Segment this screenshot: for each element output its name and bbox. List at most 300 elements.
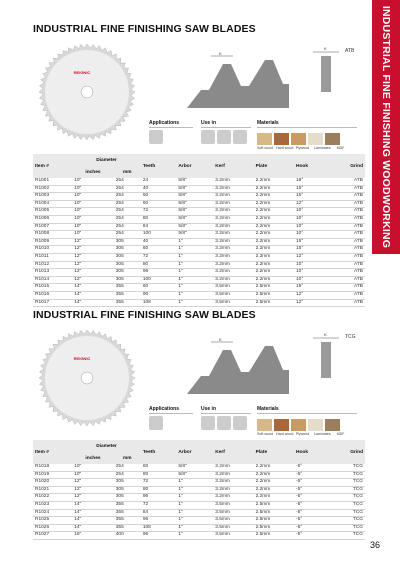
tooth-profile-icon: [183, 50, 293, 112]
table-row: [33, 524, 365, 532]
table-cell: 10": [72, 185, 114, 193]
table-cell: 10°: [294, 261, 329, 269]
table-cell: 14": [72, 284, 114, 292]
table-cell: 12": [72, 494, 114, 502]
table-row: [33, 276, 365, 284]
table-cell: 15°: [294, 185, 329, 193]
table-cell: 305: [114, 246, 141, 254]
table-cell: R1023: [33, 501, 72, 509]
table-cell: 10": [72, 193, 114, 201]
tooth-profile-icon: [183, 336, 293, 398]
table-cell: ATB: [329, 276, 365, 284]
table-cell: 3.2mm: [213, 200, 253, 208]
table-cell: 108: [141, 524, 177, 532]
table-cell: R1010: [33, 246, 72, 254]
table-cell: ATB: [329, 200, 365, 208]
blade-logo: REIGNIC: [73, 356, 91, 361]
table-cell: 12": [72, 276, 114, 284]
table-cell: 60: [141, 284, 177, 292]
table-row: [33, 464, 365, 471]
table-cell: R1027: [33, 532, 72, 540]
table-cell: 3.2mm: [213, 178, 253, 185]
table-cell: 2.2mm: [254, 185, 294, 193]
table-cell: 254: [114, 178, 141, 185]
machine-icon: [233, 416, 247, 430]
table-cell: R1015: [33, 284, 72, 292]
col-inches: inches: [72, 166, 114, 178]
table-cell: 2.5mm: [254, 517, 294, 525]
table-cell: 5/8": [176, 178, 213, 185]
table-row: [33, 253, 365, 261]
table-cell: 1": [176, 524, 213, 532]
table-cell: 2.2mm: [254, 200, 294, 208]
svg-text:K: K: [219, 337, 222, 342]
table-cell: 96: [141, 494, 177, 502]
table-cell: 2.5mm: [254, 509, 294, 517]
table-cell: 3.5mm: [213, 532, 253, 540]
table-cell: ATB: [329, 291, 365, 299]
table-cell: 10": [72, 223, 114, 231]
table-cell: ATB: [329, 193, 365, 201]
svg-text:K: K: [324, 332, 327, 337]
col-diameter: Diameter: [72, 154, 141, 166]
svg-text:K: K: [219, 51, 222, 56]
table-cell: TCG: [329, 471, 365, 479]
meta-row: [149, 406, 369, 440]
table-cell: R1007: [33, 223, 72, 231]
machine-icon: [217, 130, 231, 144]
table-cell: 5/8": [176, 223, 213, 231]
table-cell: 60: [141, 246, 177, 254]
table-cell: -5°: [294, 464, 329, 471]
table-cell: 2.2mm: [254, 223, 294, 231]
table-cell: 10°: [294, 231, 329, 239]
table-cell: ATB: [329, 261, 365, 269]
material-swatch: [291, 133, 306, 145]
table-cell: R1025: [33, 517, 72, 525]
table-cell: R1011: [33, 253, 72, 261]
table-row: [33, 517, 365, 525]
table-cell: -5°: [294, 501, 329, 509]
table-cell: 1": [176, 501, 213, 509]
table-cell: 305: [114, 276, 141, 284]
table-cell: R1018: [33, 464, 72, 471]
materials-label: Materials: [257, 120, 357, 128]
table-cell: 108: [141, 299, 177, 307]
table-cell: 10": [72, 178, 114, 185]
col-hook: Hook: [294, 440, 329, 464]
table-row: [33, 479, 365, 487]
col-diameter: Diameter: [72, 440, 141, 452]
table-cell: 12": [72, 238, 114, 246]
material-label: Plywood: [295, 432, 310, 436]
table-row: [33, 299, 365, 307]
table-cell: 10": [72, 200, 114, 208]
table-cell: 1": [176, 276, 213, 284]
table-cell: 3.2mm: [213, 231, 253, 239]
table-cell: 1": [176, 246, 213, 254]
table-cell: 3.2mm: [213, 208, 253, 216]
table-row: [33, 501, 365, 509]
table-cell: 305: [114, 479, 141, 487]
table-cell: TCG: [329, 464, 365, 471]
table-cell: 3.5mm: [213, 524, 253, 532]
table-cell: 2.2mm: [254, 253, 294, 261]
table-cell: 254: [114, 231, 141, 239]
table-cell: ATB: [329, 231, 365, 239]
table-cell: 80: [141, 261, 177, 269]
table-cell: 5/8": [176, 185, 213, 193]
table-cell: ATB: [329, 215, 365, 223]
table-cell: 5/8": [176, 231, 213, 239]
applications-block: [149, 120, 193, 144]
col-plate: Plate: [254, 154, 294, 178]
table-cell: 2.2mm: [254, 464, 294, 471]
table-cell: 10": [72, 208, 114, 216]
table-cell: R1013: [33, 269, 72, 277]
material-swatch: [274, 133, 289, 145]
table-cell: 18°: [294, 178, 329, 185]
table-cell: 72: [141, 479, 177, 487]
table-cell: R1006: [33, 215, 72, 223]
table-row: [33, 231, 365, 239]
col-mm: mm: [114, 452, 141, 464]
table-cell: 2.2mm: [254, 178, 294, 185]
saw-blade-icon: [37, 328, 137, 428]
table-cell: 5/8": [176, 471, 213, 479]
table-cell: 14": [72, 509, 114, 517]
product-section: [33, 308, 365, 540]
material-label: Soft wood: [257, 432, 273, 436]
machine-icon: [201, 416, 215, 430]
table-cell: 12°: [294, 299, 329, 307]
material-label: Laminates: [314, 146, 331, 150]
table-cell: 10": [72, 464, 114, 471]
table-cell: 3.2mm: [213, 246, 253, 254]
table-cell: 2.5mm: [254, 532, 294, 540]
grind-profile-icon: [307, 332, 347, 394]
table-row: [33, 208, 365, 216]
table-cell: 12": [72, 269, 114, 277]
table-cell: 5/8": [176, 215, 213, 223]
material-swatch: [308, 419, 323, 431]
table-row: [33, 261, 365, 269]
table-cell: 14": [72, 291, 114, 299]
table-cell: 254: [114, 208, 141, 216]
material-swatch: [325, 133, 340, 145]
col-plate: Plate: [254, 440, 294, 464]
table-cell: 12°: [294, 253, 329, 261]
table-cell: 10°: [294, 215, 329, 223]
material-label: Hard wood: [276, 432, 294, 436]
table-cell: 3.2mm: [213, 464, 253, 471]
table-cell: 15°: [294, 193, 329, 201]
table-row: [33, 193, 365, 201]
table-cell: ATB: [329, 208, 365, 216]
material-swatch: [308, 133, 323, 145]
figure-row: [33, 36, 365, 154]
table-cell: 3.2mm: [213, 223, 253, 231]
table-cell: R1012: [33, 261, 72, 269]
svg-text:K: K: [324, 46, 327, 51]
table-cell: 355: [114, 291, 141, 299]
table-cell: 60: [141, 464, 177, 471]
table-cell: 10°: [294, 223, 329, 231]
applications-label: Applications: [149, 406, 193, 414]
material-label: MDF: [336, 146, 345, 150]
table-cell: 254: [114, 200, 141, 208]
table-cell: -5°: [294, 517, 329, 525]
table-cell: 15°: [294, 284, 329, 292]
table-cell: 12": [72, 486, 114, 494]
table-cell: 254: [114, 223, 141, 231]
table-cell: 3.2mm: [213, 193, 253, 201]
spec-table: [33, 154, 365, 307]
table-cell: 3.2mm: [213, 486, 253, 494]
table-cell: 355: [114, 509, 141, 517]
section-title: INDUSTRIAL FINE FINISHING SAW BLADES: [33, 309, 256, 321]
table-cell: 3.5mm: [213, 509, 253, 517]
use-in-label: Use in: [201, 120, 251, 128]
table-cell: 10": [72, 471, 114, 479]
table-cell: 305: [114, 238, 141, 246]
table-cell: TCG: [329, 509, 365, 517]
use-in-block: [201, 120, 251, 144]
table-cell: 3.2mm: [213, 494, 253, 502]
table-row: [33, 509, 365, 517]
table-cell: 3.5mm: [213, 291, 253, 299]
table-row: [33, 178, 365, 185]
table-cell: 72: [141, 501, 177, 509]
table-cell: 14": [72, 299, 114, 307]
table-cell: ATB: [329, 178, 365, 185]
col-item: Item #: [33, 440, 72, 464]
table-cell: 5/8": [176, 200, 213, 208]
col-arbor: Arbor: [176, 154, 213, 178]
table-cell: 80: [141, 215, 177, 223]
use-in-label: Use in: [201, 406, 251, 414]
table-cell: 3.5mm: [213, 299, 253, 307]
table-cell: 254: [114, 464, 141, 471]
col-item: Item #: [33, 154, 72, 178]
table-cell: 254: [114, 215, 141, 223]
table-cell: R1021: [33, 486, 72, 494]
table-cell: 12°: [294, 200, 329, 208]
table-cell: 3.5mm: [213, 517, 253, 525]
col-teeth: Teeth: [141, 154, 177, 178]
table-cell: 96: [141, 269, 177, 277]
table-cell: 2.2mm: [254, 238, 294, 246]
table-cell: 16": [72, 532, 114, 540]
section-title: INDUSTRIAL FINE FINISHING SAW BLADES: [33, 23, 256, 35]
table-cell: 96: [141, 532, 177, 540]
table-cell: 355: [114, 284, 141, 292]
materials-block: [257, 406, 357, 436]
table-cell: R1022: [33, 494, 72, 502]
table-cell: 14": [72, 501, 114, 509]
material-swatch: [257, 133, 272, 145]
table-cell: 3.2mm: [213, 215, 253, 223]
table-cell: R1002: [33, 185, 72, 193]
table-cell: 1": [176, 509, 213, 517]
table-cell: 2.5mm: [254, 291, 294, 299]
table-cell: 355: [114, 524, 141, 532]
table-cell: 14": [72, 517, 114, 525]
table-cell: -5°: [294, 471, 329, 479]
table-cell: 12": [72, 246, 114, 254]
table-cell: 50: [141, 193, 177, 201]
table-cell: 305: [114, 269, 141, 277]
table-cell: ATB: [329, 269, 365, 277]
table-cell: 72: [141, 253, 177, 261]
table-cell: 3.2mm: [213, 276, 253, 284]
table-cell: 3.2mm: [213, 185, 253, 193]
table-row: [33, 223, 365, 231]
table-cell: 2.2mm: [254, 494, 294, 502]
materials-label: Materials: [257, 406, 357, 414]
product-section: [33, 22, 365, 307]
table-cell: 1": [176, 253, 213, 261]
table-cell: 10": [72, 231, 114, 239]
table-cell: 12°: [294, 291, 329, 299]
material-label: Plywood: [295, 146, 310, 150]
figure-row: [33, 322, 365, 440]
spec-table: [33, 440, 365, 540]
table-cell: 84: [141, 223, 177, 231]
table-cell: 2.5mm: [254, 299, 294, 307]
table-row: [33, 246, 365, 254]
table-cell: 2.2mm: [254, 486, 294, 494]
table-cell: R1017: [33, 299, 72, 307]
table-cell: 1": [176, 479, 213, 487]
table-row: [33, 486, 365, 494]
table-cell: 100: [141, 276, 177, 284]
table-cell: 3.2mm: [213, 238, 253, 246]
table-cell: 254: [114, 185, 141, 193]
table-cell: 2.2mm: [254, 231, 294, 239]
table-cell: R1014: [33, 276, 72, 284]
table-cell: ATB: [329, 253, 365, 261]
table-cell: 12": [72, 479, 114, 487]
table-cell: 1": [176, 494, 213, 502]
table-cell: 2.2mm: [254, 471, 294, 479]
table-cell: 2.5mm: [254, 284, 294, 292]
col-kerf: Kerf: [213, 440, 253, 464]
applications-label: Applications: [149, 120, 193, 128]
col-inches: inches: [72, 452, 114, 464]
table-cell: ATB: [329, 299, 365, 307]
table-cell: 60: [141, 200, 177, 208]
table-cell: 12": [72, 253, 114, 261]
col-grind: Grind: [329, 440, 365, 464]
grind-tag: ATB: [345, 48, 355, 54]
table-cell: ATB: [329, 246, 365, 254]
material-label: Soft wood: [257, 146, 273, 150]
meta-row: [149, 120, 369, 154]
table-cell: 40: [141, 185, 177, 193]
table-cell: TCG: [329, 494, 365, 502]
table-cell: 2.2mm: [254, 261, 294, 269]
table-cell: 305: [114, 494, 141, 502]
table-cell: 10°: [294, 276, 329, 284]
side-tab-label: INDUSTRIAL FINE FINISHING WOODWORKING: [380, 5, 392, 249]
table-cell: 2.5mm: [254, 501, 294, 509]
application-icon: [149, 130, 163, 144]
table-cell: R1003: [33, 193, 72, 201]
table-cell: 1": [176, 486, 213, 494]
table-cell: 80: [141, 471, 177, 479]
table-cell: 2.2mm: [254, 246, 294, 254]
table-cell: R1001: [33, 178, 72, 185]
table-cell: 15°: [294, 238, 329, 246]
col-kerf: Kerf: [213, 154, 253, 178]
table-cell: 40: [141, 238, 177, 246]
table-cell: ATB: [329, 284, 365, 292]
blade-logo: REIGNIC: [73, 70, 91, 75]
table-cell: 2.2mm: [254, 276, 294, 284]
table-cell: -5°: [294, 524, 329, 532]
table-row: [33, 185, 365, 193]
materials-block: [257, 120, 357, 150]
table-cell: R1019: [33, 471, 72, 479]
table-cell: 5/8": [176, 193, 213, 201]
table-cell: R1026: [33, 524, 72, 532]
table-cell: TCG: [329, 479, 365, 487]
table-row: [33, 215, 365, 223]
applications-block: [149, 406, 193, 430]
col-mm: mm: [114, 166, 141, 178]
table-cell: -5°: [294, 479, 329, 487]
table-cell: 305: [114, 261, 141, 269]
material-swatch: [291, 419, 306, 431]
table-cell: TCG: [329, 486, 365, 494]
table-cell: R1004: [33, 200, 72, 208]
table-cell: 3.2mm: [213, 269, 253, 277]
table-row: [33, 471, 365, 479]
use-in-block: [201, 406, 251, 430]
table-cell: 3.2mm: [213, 471, 253, 479]
table-cell: 10°: [294, 269, 329, 277]
table-cell: ATB: [329, 223, 365, 231]
col-teeth: Teeth: [141, 440, 177, 464]
table-cell: 15°: [294, 246, 329, 254]
table-cell: R1016: [33, 291, 72, 299]
table-head-row: [33, 154, 365, 166]
table-cell: 3.5mm: [213, 284, 253, 292]
material-label: MDF: [336, 432, 345, 436]
table-cell: 1": [176, 284, 213, 292]
table-row: [33, 532, 365, 540]
table-row: [33, 494, 365, 502]
material-swatch: [274, 419, 289, 431]
table-cell: 2.5mm: [254, 524, 294, 532]
table-cell: 254: [114, 471, 141, 479]
table-cell: 96: [141, 517, 177, 525]
col-grind: Grind: [329, 154, 365, 178]
table-cell: 14": [72, 524, 114, 532]
table-cell: 1": [176, 532, 213, 540]
table-cell: 84: [141, 509, 177, 517]
side-tab: [372, 0, 400, 254]
table-cell: 3.2mm: [213, 479, 253, 487]
material-label: Hard wood: [276, 146, 294, 150]
table-cell: 5/8": [176, 208, 213, 216]
page-number: 36: [369, 540, 380, 550]
saw-blade-icon: [37, 42, 137, 142]
table-cell: ATB: [329, 185, 365, 193]
table-cell: 5/8": [176, 464, 213, 471]
grind-tag: TCG: [345, 334, 356, 340]
